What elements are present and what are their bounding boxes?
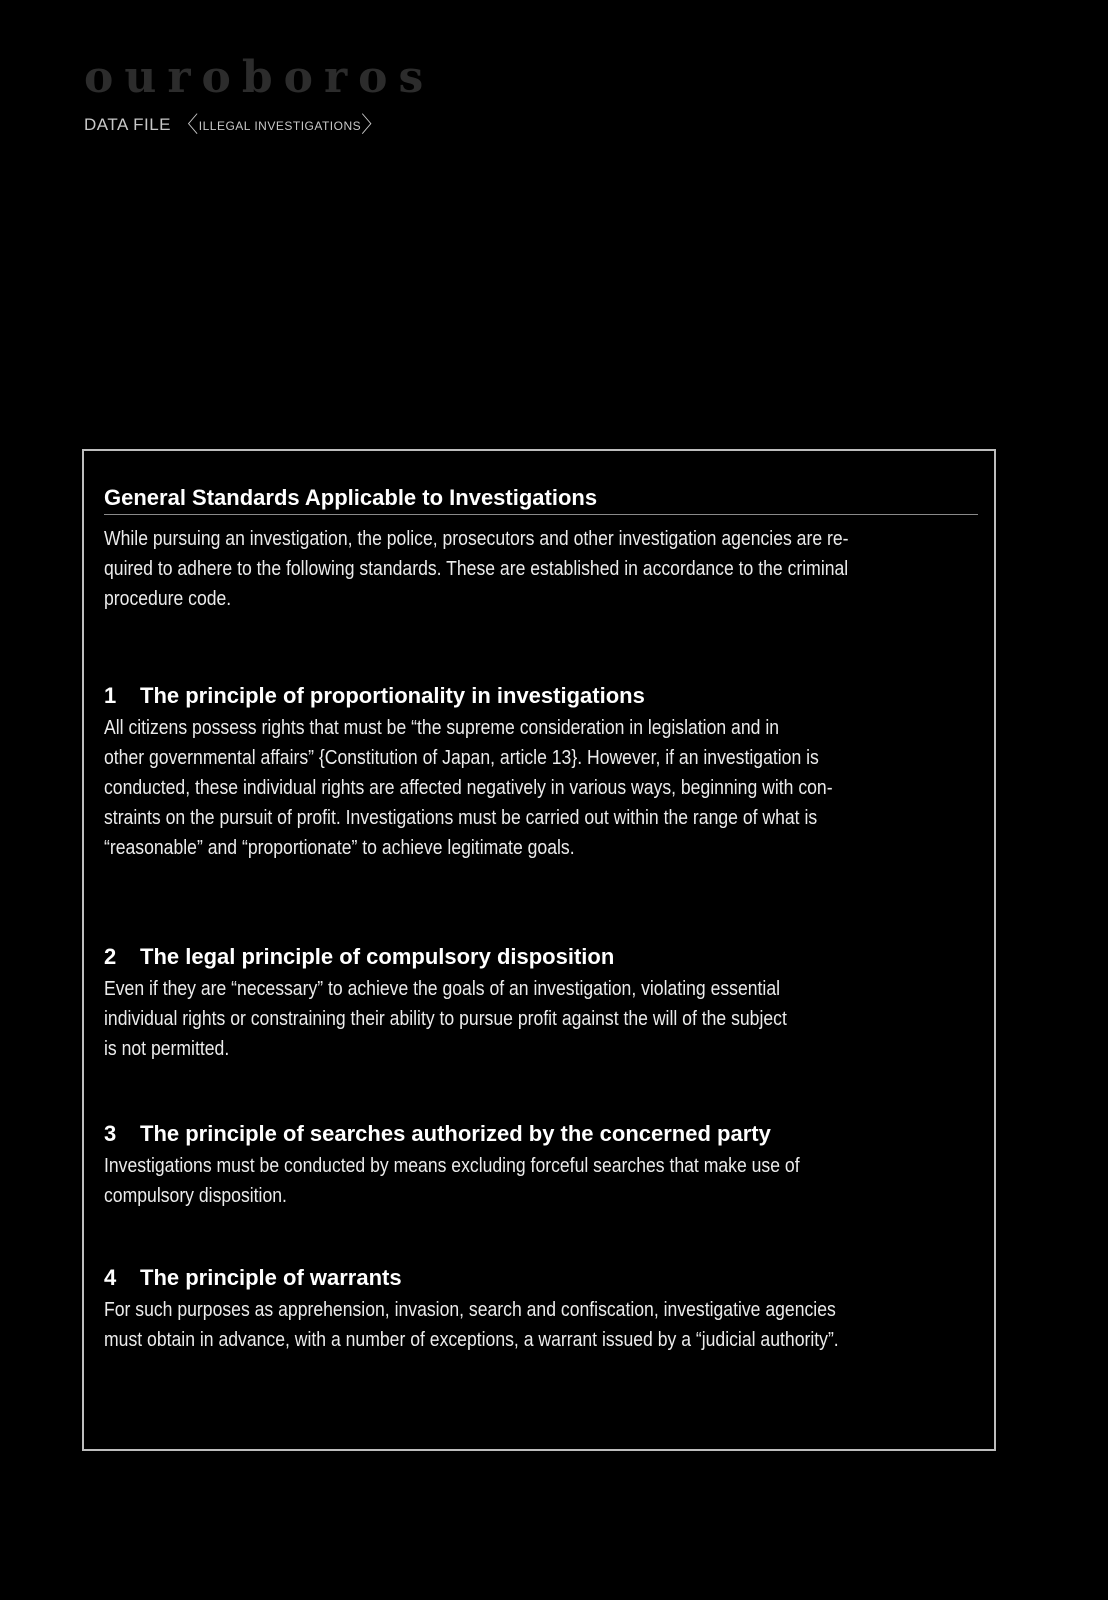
- section-number: 3: [104, 1121, 117, 1146]
- intro-line: While pursuing an investigation, the police, prosecutors and other investigation agencies are re-: [104, 528, 849, 550]
- panel-title: General Standards Applicable to Investigations: [104, 485, 978, 515]
- section-heading-text: The legal principle of compulsory disposition: [140, 944, 615, 969]
- body-line: Even if they are “necessary” to achieve the goals of an investigation, violating essential: [104, 978, 781, 1000]
- body-line: must obtain in advance, with a number of exceptions, a warrant issued by a “judicial authority”.: [104, 1329, 839, 1351]
- intro-line: procedure code.: [104, 588, 232, 610]
- body-line: conducted, these individual rights are affected negatively in various ways, beginning with con-: [104, 777, 833, 799]
- standards-panel: [82, 449, 996, 1451]
- data-file-label: [84, 112, 384, 137]
- body-line: All citizens possess rights that must be “the supreme consideration in legislation and in: [104, 717, 780, 739]
- section-number: 4: [104, 1265, 117, 1290]
- section-heading-text: The principle of proportionality in investigations: [140, 683, 645, 708]
- body-line: is not permitted.: [104, 1038, 230, 1060]
- ouroboros-logo: ouroboros: [84, 52, 435, 103]
- body-line: straints on the pursuit of profit. Investigations must be carried out within the range of what is: [104, 807, 818, 829]
- data-file-subject: ILLEGAL INVESTIGATIONS: [198, 119, 362, 133]
- body-line: For such purposes as apprehension, invasion, search and confiscation, investigative agencies: [104, 1299, 836, 1321]
- section-4-heading: [104, 1264, 402, 1292]
- body-line: “reasonable” and “proportionate” to achieve legitimate goals.: [104, 837, 575, 859]
- intro-line: quired to adhere to the following standards. These are established in accordance to the criminal: [104, 558, 849, 580]
- section-4-body: [104, 1295, 971, 1355]
- section-number: 1: [104, 683, 117, 708]
- section-2-heading: [104, 943, 614, 971]
- section-3-heading: [104, 1120, 771, 1148]
- body-line: individual rights or constraining their ability to pursue profit against the will of the subject: [104, 1008, 787, 1030]
- body-line: compulsory disposition.: [104, 1185, 287, 1207]
- section-3-body: [104, 1151, 971, 1211]
- bracket-close: 〉: [361, 112, 384, 137]
- section-heading-text: The principle of warrants: [140, 1265, 402, 1290]
- body-line: other governmental affairs” {Constitution of Japan, article 13}. However, if an investigation is: [104, 747, 819, 769]
- section-1-body: [104, 713, 971, 863]
- section-1-heading: [104, 682, 645, 710]
- data-file-prefix: DATA FILE: [84, 115, 172, 134]
- bracket-open: 〈: [176, 112, 199, 137]
- intro-paragraph: [104, 524, 971, 614]
- section-number: 2: [104, 944, 117, 969]
- section-2-body: [104, 974, 971, 1064]
- body-line: Investigations must be conducted by means excluding forceful searches that make use of: [104, 1155, 800, 1177]
- section-heading-text: The principle of searches authorized by the concerned party: [140, 1121, 771, 1146]
